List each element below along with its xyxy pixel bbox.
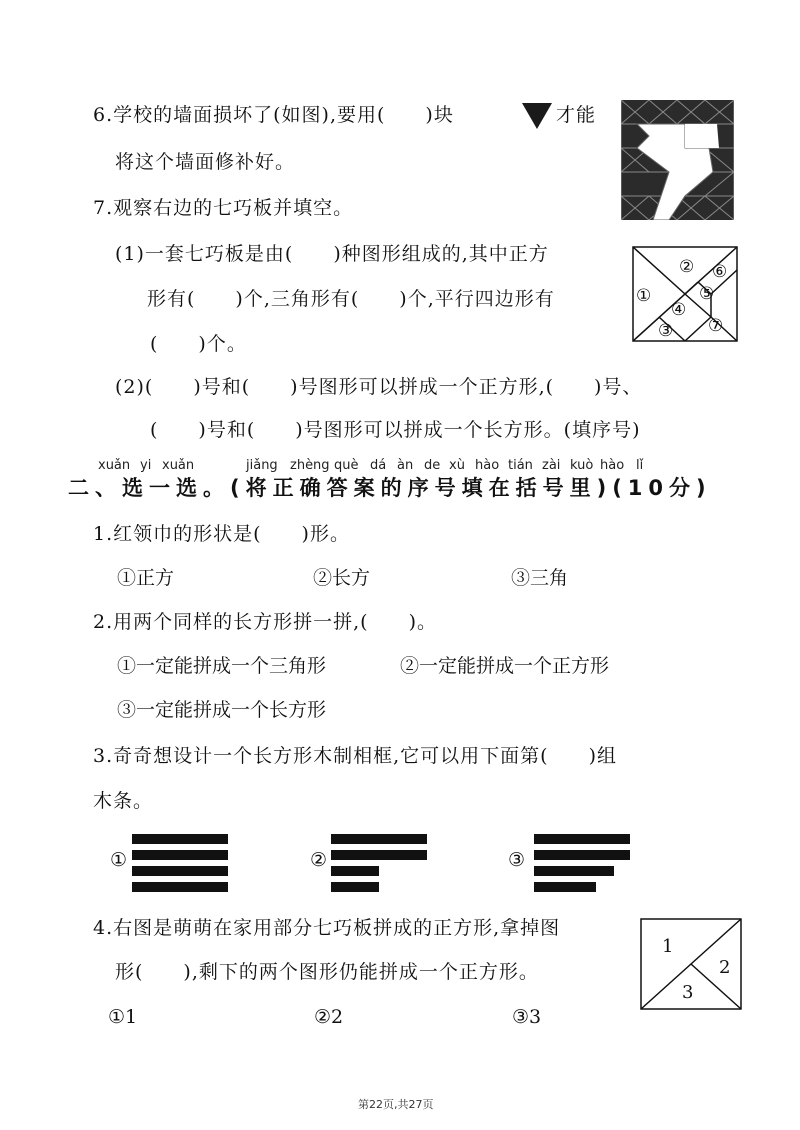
s2-q2-option-2[interactable]: ②一定能拼成一个正方形 — [400, 655, 610, 677]
pinyin-da: dá — [370, 458, 387, 473]
q6-line2: 将这个墙面修补好。 — [115, 151, 296, 173]
s2-q2-question: 2.用两个同样的长方形拼一拼,( )。 — [93, 611, 437, 633]
pinyin-li: lǐ — [636, 458, 644, 473]
s2-q2-option-3[interactable]: ③一定能拼成一个长方形 — [117, 699, 327, 721]
tangram-label-4: ④ — [671, 300, 687, 320]
q7-part1-line2: 形有( )个,三角形有( )个,平行四边形有 — [147, 288, 555, 310]
pinyin-xu: xù — [449, 458, 465, 473]
q7-part2-line2: ( )号和( )号图形可以拼成一个长方形。(填序号) — [150, 419, 641, 441]
s2-q4-option-3[interactable]: ③3 — [512, 1006, 542, 1028]
figure-label-3: 3 — [682, 982, 694, 1003]
tangram-label-2: ② — [679, 257, 695, 277]
s2-q3-option-3[interactable]: ③ — [508, 849, 526, 871]
page-number: 第22页,共27页 — [358, 1098, 434, 1111]
section2-heading: 二、选一选。(将正确答案的序号填在括号里)(10分) — [68, 476, 712, 500]
s2-q4-question-line2: 形( ),剩下的两个图形仍能拼成一个正方形。 — [115, 961, 539, 983]
wood-strips-set-1 — [132, 832, 232, 894]
triangle-tile-icon — [521, 101, 553, 131]
s2-q4-option-2[interactable]: ②2 — [314, 1006, 344, 1028]
s2-q1-option-3[interactable]: ③三角 — [511, 567, 569, 589]
s2-q3-option-1[interactable]: ① — [110, 849, 128, 871]
pinyin-hao2: hào — [600, 458, 625, 473]
s2-q4-question: 4.右图是萌萌在家用部分七巧板拼成的正方形,拿掉图 — [93, 917, 561, 939]
s2-q3-question: 3.奇奇想设计一个长方形木制相框,它可以用下面第( )组 — [93, 745, 617, 767]
figure-label-1: 1 — [662, 936, 674, 957]
s2-q1-question: 1.红领巾的形状是( )形。 — [93, 523, 350, 545]
damaged-wall-figure — [621, 100, 734, 220]
q7-title: 7.观察右边的七巧板并填空。 — [93, 197, 354, 219]
q6-line1-tail: 才能 — [556, 104, 597, 126]
q7-part2-line1: (2)( )号和( )号图形可以拼成一个正方形,( )号、 — [115, 376, 643, 398]
tangram-label-5: ⑤ — [699, 284, 715, 304]
pinyin-kuo: kuò — [570, 458, 594, 473]
pinyin-tian: tián — [508, 458, 533, 473]
three-piece-square-figure — [640, 918, 742, 1010]
q7-part1-line1: (1)一套七巧板是由( )种图形组成的,其中正方 — [115, 243, 549, 265]
q7-part1-line3: ( )个。 — [150, 333, 247, 355]
pinyin-yi: yi — [140, 458, 152, 473]
pinyin-xuan1: xuǎn — [98, 458, 131, 473]
tangram-figure — [632, 246, 738, 342]
pinyin-zheng: zhèng — [290, 458, 330, 473]
figure-label-2: 2 — [719, 957, 731, 978]
pinyin-xuan2: xuǎn — [162, 458, 195, 473]
s2-q1-option-1[interactable]: ①正方 — [117, 567, 175, 589]
tangram-label-1: ① — [636, 286, 652, 306]
pinyin-an: àn — [397, 458, 414, 473]
pinyin-que: què — [334, 458, 359, 473]
wood-strips-set-2 — [331, 832, 431, 894]
s2-q2-option-1[interactable]: ①一定能拼成一个三角形 — [117, 655, 327, 677]
pinyin-jiang: jiǎng — [246, 458, 278, 473]
tangram-label-7: ⑦ — [708, 316, 724, 336]
s2-q4-option-1[interactable]: ①1 — [108, 1006, 138, 1028]
pinyin-zai: zài — [542, 458, 561, 473]
q6-line1: 6.学校的墙面损坏了(如图),要用( )块 — [93, 104, 454, 126]
s2-q3-question-line2: 木条。 — [93, 790, 154, 812]
s2-q3-option-2[interactable]: ② — [310, 849, 328, 871]
pinyin-de: de — [424, 458, 441, 473]
wood-strips-set-3 — [530, 832, 634, 894]
pinyin-hao1: hào — [475, 458, 500, 473]
tangram-label-3: ③ — [658, 321, 674, 341]
tangram-label-6: ⑥ — [712, 262, 728, 282]
s2-q1-option-2[interactable]: ②长方 — [313, 567, 371, 589]
